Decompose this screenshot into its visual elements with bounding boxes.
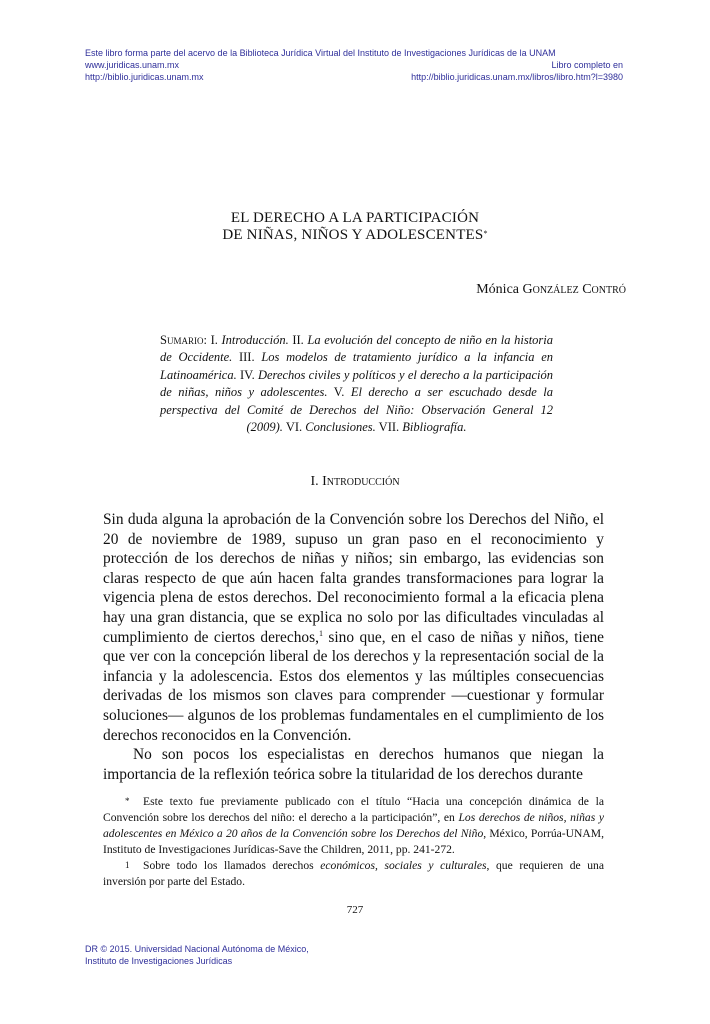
summary-item-text: La evolución del concepto de niño en la historia de Occidente. [160, 333, 554, 365]
footnote-text: Sobre todo los llamados derechos [143, 859, 321, 872]
footnote-text: , que requieren de una inversión por parte del Estado. [103, 859, 604, 888]
body-text [103, 510, 604, 784]
footer-copyright: DR © 2015. Universidad Nacional Autónoma de México, [85, 944, 309, 954]
section-number: I. [310, 474, 319, 489]
paragraph-text: sino que, en el caso de niñas y niños, tiene que ver con la concepción liberal de los derechos y la representación social de la infancia y la adolescencia. Estos dos elementos y las múltiples consecuencias derivadas de los mismos son claves para comprender —cuestionar y formular soluciones— algunos de los problemas fundamentales en el cumplimiento de los derechos reconocidos en la Convención. [103, 628, 604, 744]
footnote-italic: Los derechos de niños, niñas y adolescentes en México a 20 años de la Convención sobre los Derechos del Niño [103, 811, 604, 840]
author [476, 282, 626, 298]
footer-institute: Instituto de Investigaciones Jurídicas [85, 956, 233, 966]
page-number: 727 [346, 904, 364, 916]
summary-item-text: Bibliografía. [402, 420, 467, 435]
summary-item-num: III. [238, 350, 255, 365]
paragraph-text: Sin duda alguna la aprobación de la Convención sobre los Derechos del Niño, el 20 de noviembre de 1989, supuso un gran paso en el reconocimiento y protección de los derechos de niñas y niños; sin embargo, las evidencias son claras respecto de que aún hacen falta grandes transformaciones para lograr la vigencia plena de estos derechos. Del reconocimiento formal a la eficacia plena hay una gran distancia, que se explica no solo por las dificultades vinculadas al cumplimiento de ciertos derechos, [103, 511, 604, 646]
summary-label: Sumario: [160, 333, 207, 347]
summary-item-text: Los modelos de tratamiento jurídico a la infancia en Latinoamérica. [160, 350, 554, 382]
paragraph [103, 510, 604, 745]
title-footnote-marker[interactable]: * [483, 229, 488, 238]
summary-item-text: Conclusiones. [305, 420, 376, 435]
summary-item-text: Derechos civiles y políticos y el derecho a la participación de niñas, niños y adolescentes. [160, 367, 554, 400]
chapter-title-line1: EL DERECHO A LA PARTICIPACIÓN [230, 210, 480, 226]
summary-item-num: II. [292, 333, 304, 347]
chapter-title [0, 210, 710, 244]
footnotes [103, 794, 604, 890]
paragraph: No son pocos los especialistas en derechos humanos que niegan la importancia de la reflexión teórica sobre la titularidad de los derechos durante [103, 746, 604, 783]
chapter-title-line2: DE NIÑAS, NIÑOS Y ADOLESCENTES [222, 227, 484, 243]
author-surname: González Contró [522, 282, 626, 297]
summary-item-text: El derecho a ser escuchado desde la perspectiva del Comité de Derechos del Niño: Observación General 12 (2009). [160, 385, 554, 435]
summary-item-num: IV. [240, 367, 255, 382]
summary-item-text: Introducción. [221, 333, 289, 347]
site-link[interactable]: www.juridicas.unam.mx [85, 60, 180, 70]
footnote-1 [103, 858, 604, 890]
footnote-star [103, 794, 604, 858]
section-heading [0, 474, 710, 490]
full-book-link[interactable]: http://biblio.juridicas.unam.mx/libros/libro.htm?l=3980 [411, 72, 623, 82]
footnote-text: , México, Porrúa-UNAM, Instituto de Investigaciones Jurídicas-Save the Children, 2011, pp. 241-272. [103, 827, 604, 856]
author-given-name: Mónica [476, 282, 519, 297]
summary-item-num: V. [333, 385, 345, 400]
section-title: Introducción [322, 474, 400, 489]
header-notice: Este libro forma parte del acervo de la Biblioteca Jurídica Virtual del Instituto de Investigaciones Jurídicas de la UNAM [85, 48, 556, 58]
library-link[interactable]: http://biblio.juridicas.unam.mx [85, 72, 204, 82]
summary-item-num: VI. [285, 420, 303, 435]
footnote-text: Este texto fue previamente publicado con el título “Hacia una concepción dinámica de la Convención sobre los derechos del niño: el derecho a la participación”, en [103, 795, 604, 824]
footnote-ref[interactable]: 1 [318, 628, 323, 638]
footnote-italic: económicos, sociales y culturales [320, 859, 487, 872]
footnote-mark: 1 [125, 860, 130, 870]
summary-block [160, 332, 553, 436]
footnote-mark: * [125, 796, 130, 806]
full-book-label: Libro completo en [551, 60, 623, 70]
summary-item-num: I. [210, 333, 218, 347]
summary-item-num: VII. [378, 420, 400, 435]
